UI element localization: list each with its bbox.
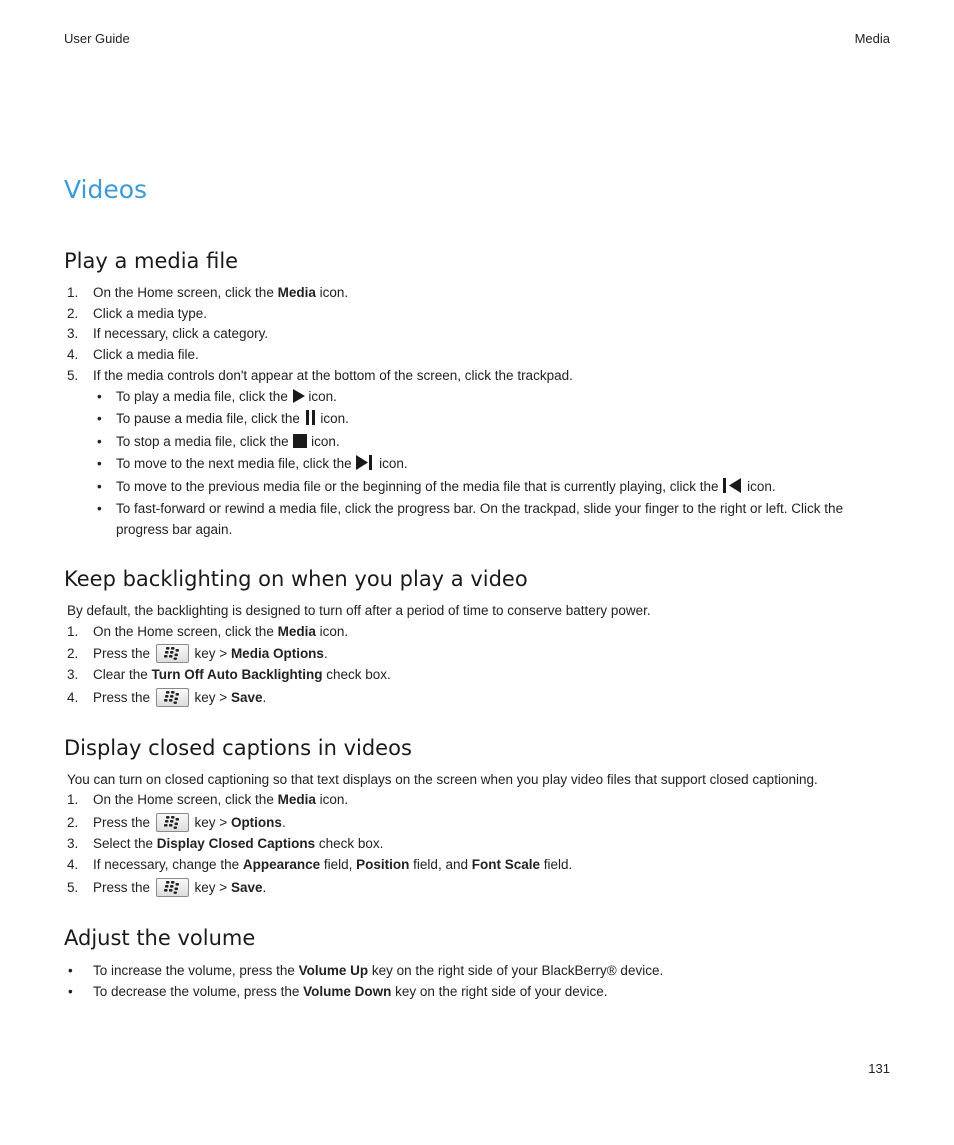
blackberry-menu-key-icon [156, 644, 189, 663]
next-track-icon [355, 455, 375, 477]
section-heading: Adjust the volume [64, 925, 256, 950]
previous-track-icon [722, 478, 743, 500]
list-item: • To fast-forward or rewind a media file, click the progress bar. On the trackpad, slide your finger to the right or left. Click the progress bar again. [97, 501, 844, 537]
chapter-title: Videos [64, 175, 148, 204]
step-number: 5. [67, 367, 79, 383]
pause-icon [304, 410, 317, 432]
blackberry-menu-key-icon [156, 813, 189, 832]
blackberry-menu-key-icon [156, 688, 189, 707]
section-intro: By default, the backlighting is designed to turn off after a period of time to conserve battery power. [67, 603, 651, 619]
step-item: 4. If necessary, change the Appearance field, Position field, and Font Scale field. [67, 856, 573, 872]
step-item: 5. If the media controls don't appear at the bottom of the screen, click the trackpad. • To play a media file, click the icon. • To pause a media file, click the icon. • To stop a media file, click the icon. • To move to the next media file, click the icon. • To move to the previous media file or the beginning of the media file that is currently playing, click the icon. • To fast-forward or rewind a media file, click the progress bar. On the trackpad, slide your finger to the right or left. Click the progress bar again. [64, 366, 894, 540]
step-item: 4. Click a media file. [64, 345, 894, 366]
list-item: • To pause a media file, click the icon. [93, 409, 894, 432]
section-intro: You can turn on closed captioning so that text displays on the screen when you play video files that support closed captioning. [67, 771, 818, 787]
page-number: 131 [868, 1061, 890, 1076]
running-header-left: User Guide [64, 31, 130, 46]
play-icon [292, 389, 305, 410]
step-item: 2. Click a media type. [64, 304, 894, 325]
step-number: 2. [67, 305, 79, 321]
bullet-list [64, 960, 894, 1002]
list-item: • To play a media file, click the icon. [93, 387, 894, 410]
running-header-right: Media [854, 31, 890, 46]
steps-list [64, 283, 894, 540]
section-adjust-volume [64, 923, 894, 1002]
section-heading: Keep backlighting on when you play a video [64, 567, 528, 592]
step-item: 2. Press the key > Options. [67, 815, 286, 831]
list-item: • To decrease the volume, press the Volume Down key on the right side of your device. [68, 983, 608, 999]
step-item: 1. On the Home screen, click the Media icon. [67, 623, 349, 639]
steps-list [64, 790, 894, 898]
step-number: 1. [67, 285, 79, 300]
section-heading: Play a media file [64, 249, 239, 273]
list-item: • To stop a media file, click the icon. [93, 432, 894, 455]
section-keep-backlighting [64, 564, 894, 709]
list-item: • To move to the next media file, click the icon. [93, 454, 894, 477]
step-number: 3. [67, 326, 79, 342]
stop-icon [292, 434, 307, 455]
list-item: • To move to the previous media file or the beginning of the media file that is currently playing, click the icon. [93, 477, 894, 500]
step-number: 4. [67, 347, 79, 363]
steps-list [64, 622, 894, 709]
step-item: 3. If necessary, click a category. [64, 324, 894, 345]
page-content [64, 172, 894, 1026]
step-item: 4. Press the key > Save. [67, 689, 267, 705]
blackberry-menu-key-icon [156, 878, 189, 897]
section-closed-captions [64, 733, 894, 899]
step-item: 3. Select the Display Closed Captions check box. [67, 836, 384, 852]
step-item: 1. On the Home screen, click the Media icon. [67, 792, 349, 808]
section-heading: Display closed captions in videos [64, 735, 412, 760]
step-item: 1. On the Home screen, click the Media icon. [64, 283, 894, 304]
step-item: 5. Press the key > Save. [67, 879, 267, 895]
sub-bullet-list [93, 387, 894, 541]
list-item: • To increase the volume, press the Volume Up key on the right side of your BlackBerry® device. [68, 962, 664, 978]
section-play-media-file [64, 246, 894, 540]
step-item: 2. Press the key > Media Options. [67, 646, 328, 662]
step-item: 3. Clear the Turn Off Auto Backlighting check box. [67, 667, 391, 683]
